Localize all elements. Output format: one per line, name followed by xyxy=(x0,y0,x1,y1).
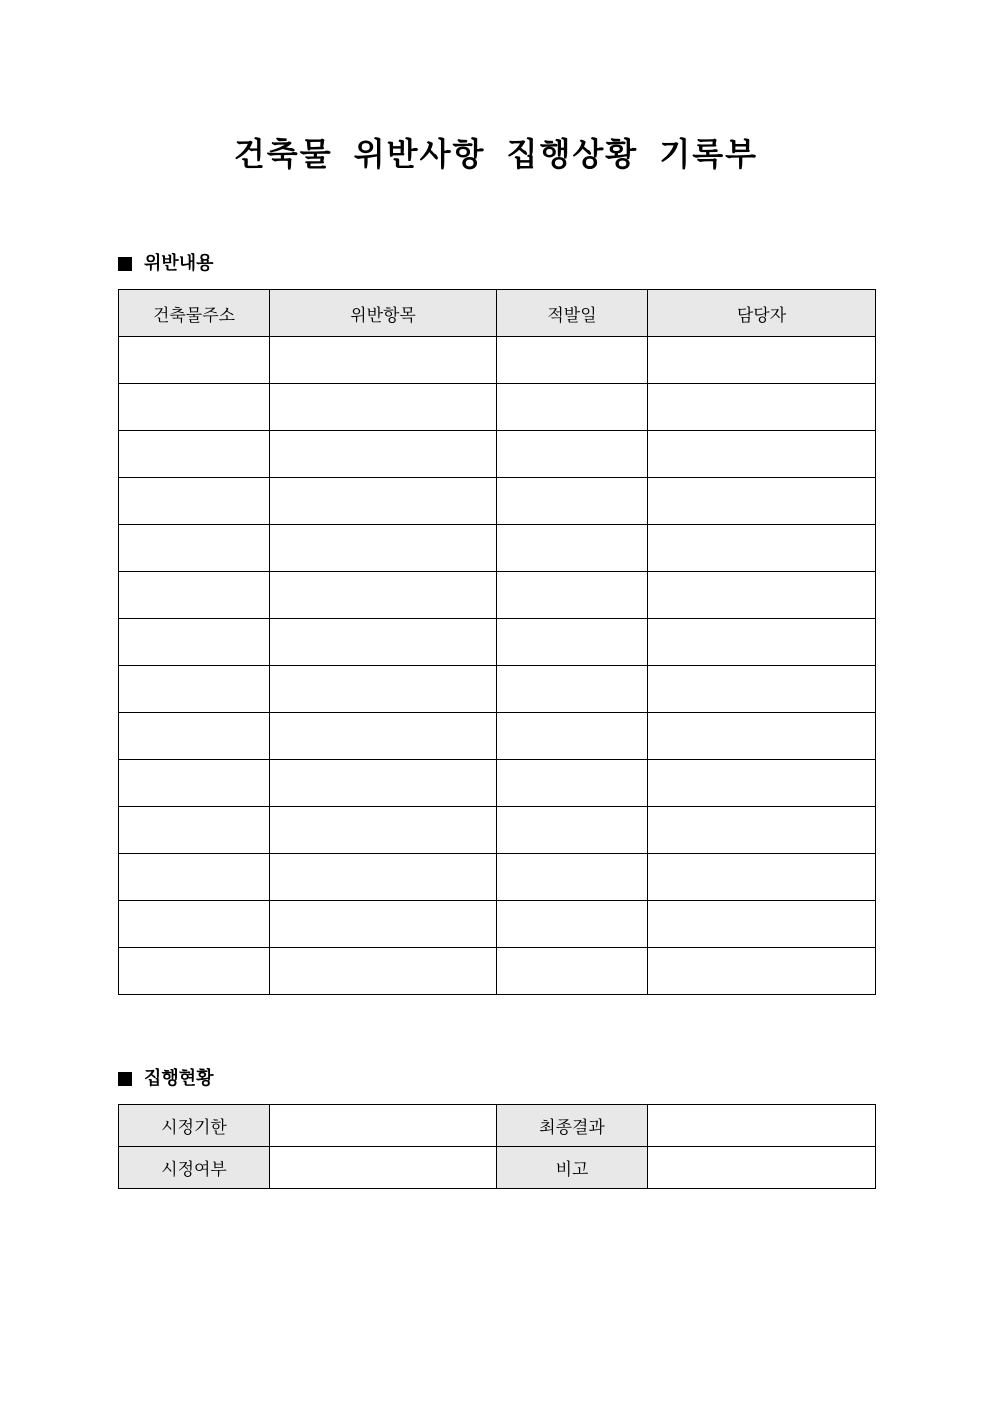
table-cell[interactable] xyxy=(270,431,497,478)
table-row xyxy=(119,713,876,760)
value-cell-final-result[interactable] xyxy=(648,1105,876,1147)
table-row xyxy=(119,431,876,478)
table-row xyxy=(119,760,876,807)
table-cell[interactable] xyxy=(270,948,497,995)
table-cell[interactable] xyxy=(648,478,876,525)
table-cell[interactable] xyxy=(270,807,497,854)
table-cell[interactable] xyxy=(119,713,270,760)
table-row xyxy=(119,666,876,713)
table-row xyxy=(119,619,876,666)
table-row xyxy=(119,478,876,525)
label-correction-deadline: 시정기한 xyxy=(119,1105,270,1147)
section-heading-enforcement xyxy=(118,1066,214,1092)
table-cell[interactable] xyxy=(648,619,876,666)
table-cell[interactable] xyxy=(119,901,270,948)
table-cell[interactable] xyxy=(497,337,648,384)
table-cell[interactable] xyxy=(270,337,497,384)
value-cell-correction-deadline[interactable] xyxy=(270,1105,497,1147)
table-cell[interactable] xyxy=(119,384,270,431)
square-bullet-icon xyxy=(118,1072,132,1086)
label-final-result: 최종결과 xyxy=(497,1105,648,1147)
table-cell[interactable] xyxy=(648,948,876,995)
table-cell[interactable] xyxy=(648,337,876,384)
table-cell[interactable] xyxy=(497,478,648,525)
table-cell[interactable] xyxy=(497,760,648,807)
column-header-address: 건축물주소 xyxy=(119,290,270,337)
table-cell[interactable] xyxy=(497,854,648,901)
table-row xyxy=(119,807,876,854)
table-cell[interactable] xyxy=(648,901,876,948)
table-cell[interactable] xyxy=(648,431,876,478)
table-cell[interactable] xyxy=(270,760,497,807)
label-remarks: 비고 xyxy=(497,1147,648,1189)
table-cell[interactable] xyxy=(270,572,497,619)
table-cell[interactable] xyxy=(270,901,497,948)
column-header-person-in-charge: 담당자 xyxy=(648,290,876,337)
table-cell[interactable] xyxy=(270,384,497,431)
table-cell[interactable] xyxy=(648,713,876,760)
label-correction-status: 시정여부 xyxy=(119,1147,270,1189)
table-row xyxy=(119,384,876,431)
table-cell[interactable] xyxy=(119,619,270,666)
table-cell[interactable] xyxy=(270,525,497,572)
value-cell-remarks[interactable] xyxy=(648,1147,876,1189)
table-cell[interactable] xyxy=(119,760,270,807)
section-heading-label: 위반내용 xyxy=(144,253,214,274)
table-cell[interactable] xyxy=(648,572,876,619)
table-cell[interactable] xyxy=(270,713,497,760)
table-cell[interactable] xyxy=(497,901,648,948)
table-cell[interactable] xyxy=(497,384,648,431)
table-cell[interactable] xyxy=(119,572,270,619)
table-row xyxy=(119,901,876,948)
table-cell[interactable] xyxy=(119,431,270,478)
table-cell[interactable] xyxy=(648,525,876,572)
table-header-row xyxy=(119,290,876,337)
table-cell[interactable] xyxy=(119,337,270,384)
table-cell[interactable] xyxy=(648,760,876,807)
table-row xyxy=(119,337,876,384)
table-row xyxy=(119,525,876,572)
section-heading-violation xyxy=(118,251,214,277)
table-cell[interactable] xyxy=(497,807,648,854)
column-header-detection-date: 적발일 xyxy=(497,290,648,337)
table-cell[interactable] xyxy=(119,525,270,572)
table-cell[interactable] xyxy=(119,807,270,854)
table-cell[interactable] xyxy=(497,713,648,760)
table-cell[interactable] xyxy=(497,431,648,478)
table-row xyxy=(119,1147,876,1189)
table-cell[interactable] xyxy=(119,666,270,713)
table-cell[interactable] xyxy=(270,478,497,525)
violation-table xyxy=(118,289,876,995)
table-cell[interactable] xyxy=(270,854,497,901)
table-cell[interactable] xyxy=(648,666,876,713)
column-header-violation-item: 위반항목 xyxy=(270,290,497,337)
value-cell-correction-status[interactable] xyxy=(270,1147,497,1189)
table-cell[interactable] xyxy=(270,666,497,713)
table-row xyxy=(119,572,876,619)
table-cell[interactable] xyxy=(497,572,648,619)
table-cell[interactable] xyxy=(497,525,648,572)
table-cell[interactable] xyxy=(497,666,648,713)
table-cell[interactable] xyxy=(119,478,270,525)
table-row xyxy=(119,854,876,901)
table-cell[interactable] xyxy=(497,619,648,666)
square-bullet-icon xyxy=(118,257,132,271)
enforcement-status-table xyxy=(118,1104,876,1189)
table-cell[interactable] xyxy=(270,619,497,666)
table-cell[interactable] xyxy=(648,384,876,431)
table-row xyxy=(119,948,876,995)
table-cell[interactable] xyxy=(648,854,876,901)
table-cell[interactable] xyxy=(119,854,270,901)
table-row xyxy=(119,1105,876,1147)
table-cell[interactable] xyxy=(119,948,270,995)
table-cell[interactable] xyxy=(648,807,876,854)
page-title: 건축물 위반사항 집행상황 기록부 xyxy=(233,135,759,173)
table-cell[interactable] xyxy=(497,948,648,995)
section-heading-label: 집행현황 xyxy=(144,1068,214,1089)
